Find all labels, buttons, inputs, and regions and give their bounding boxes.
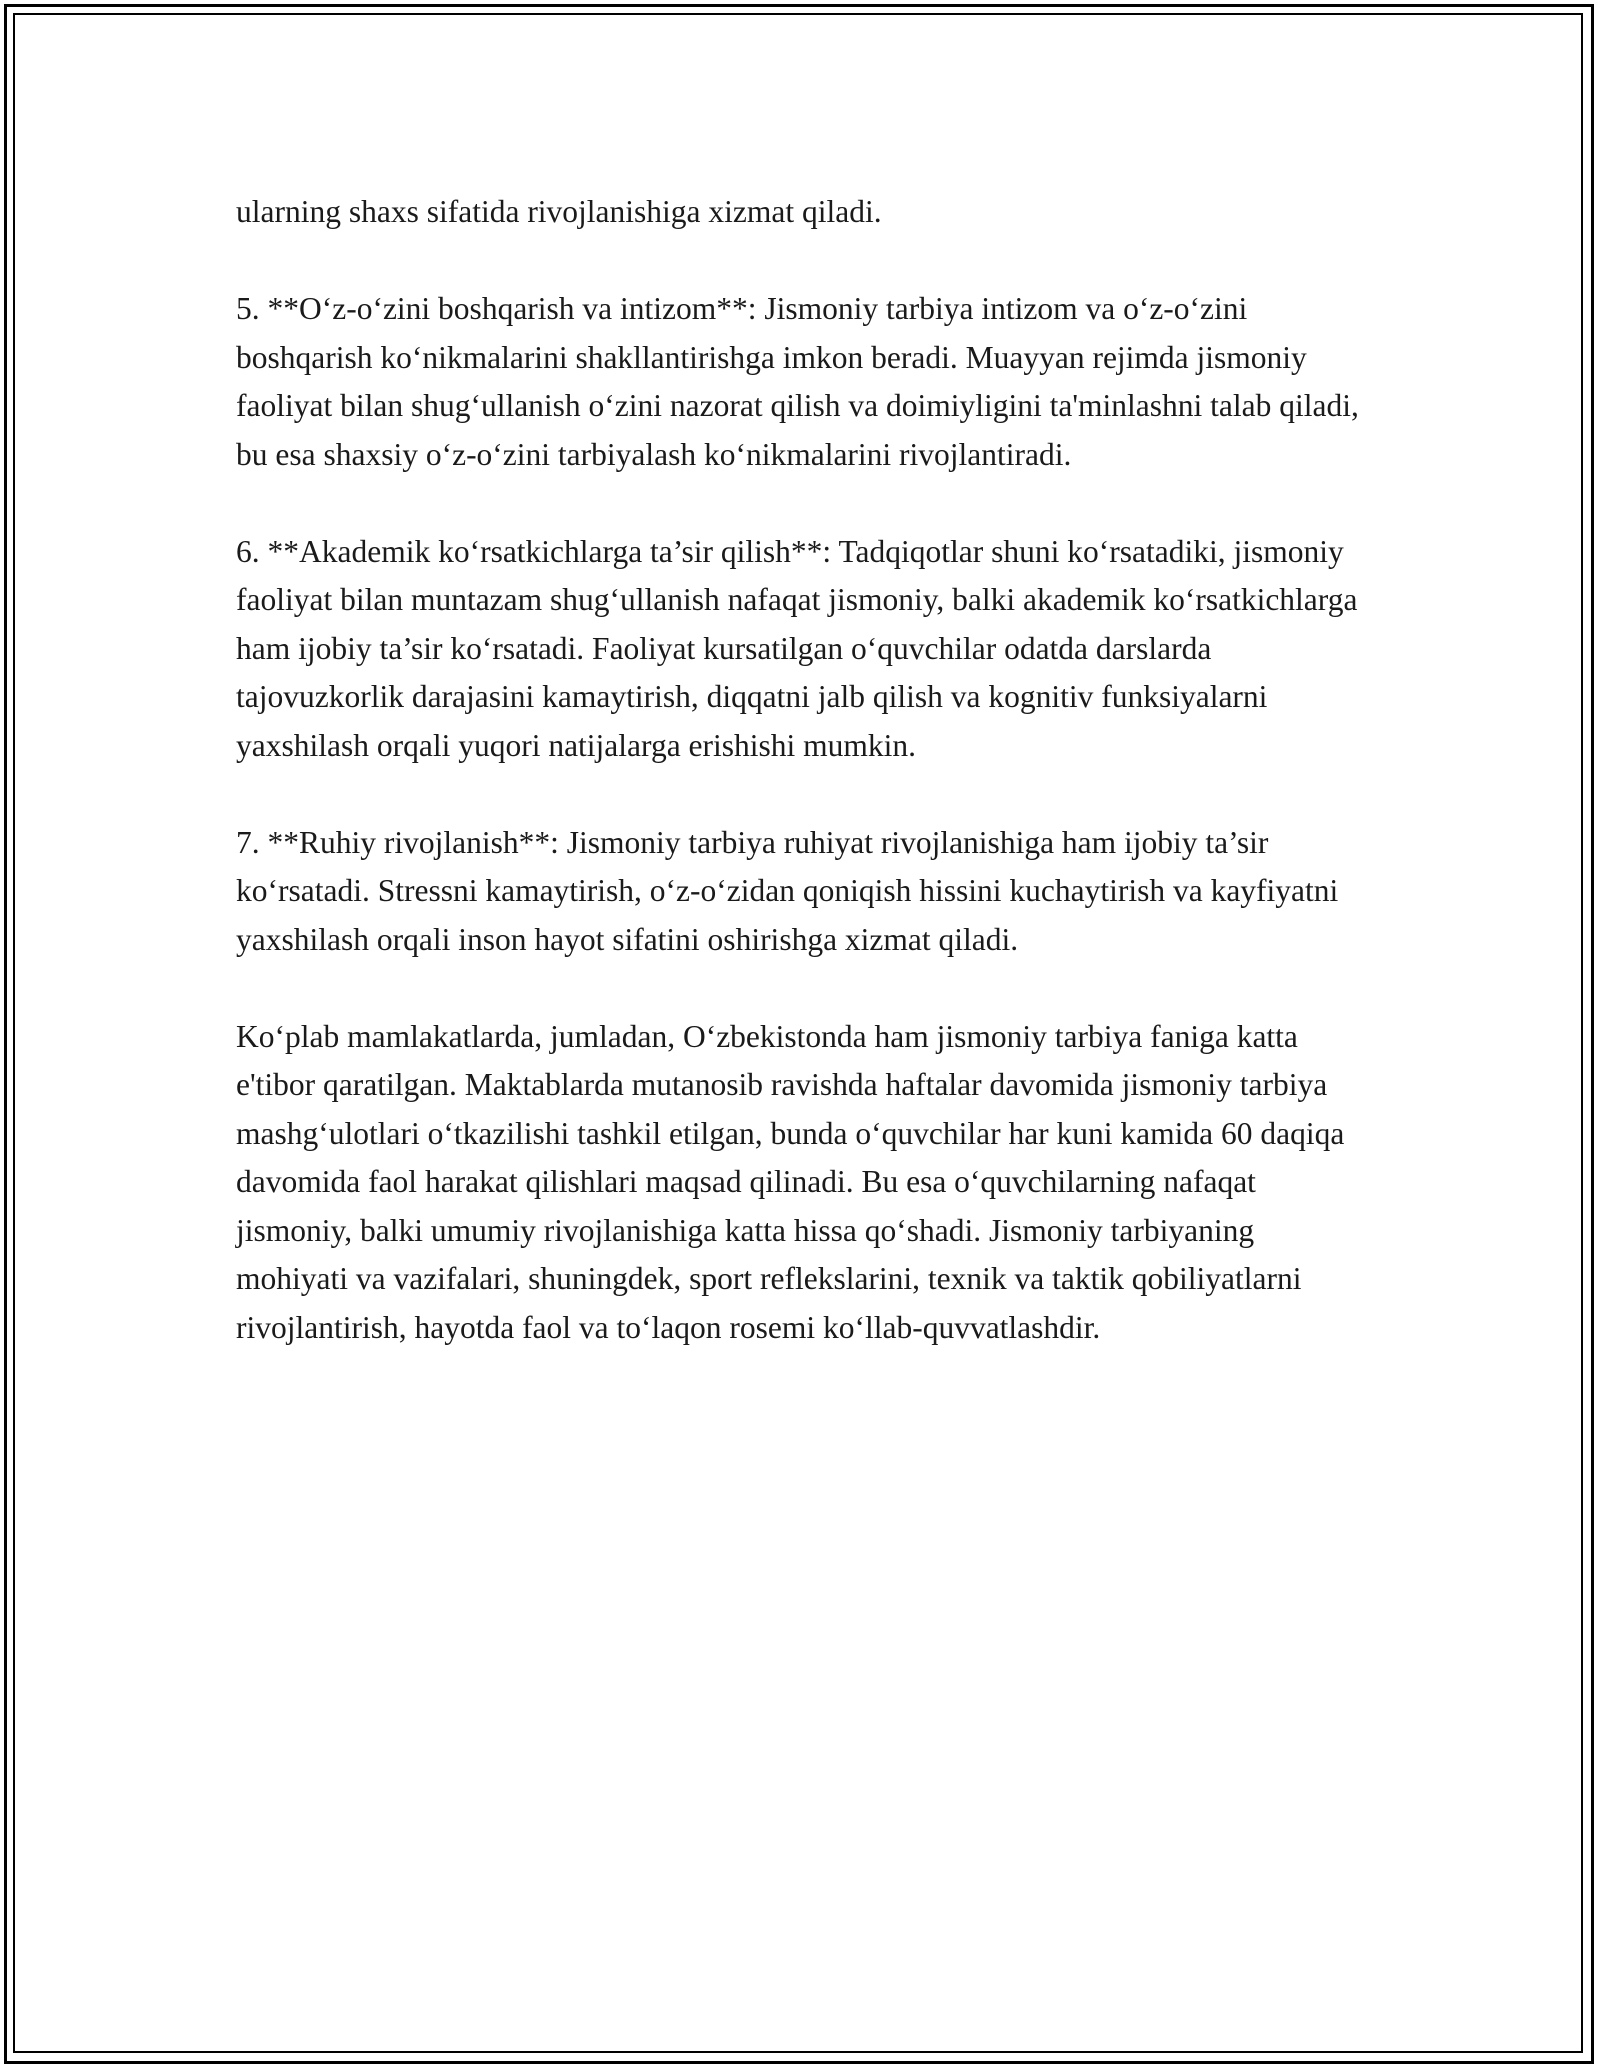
paragraph-item-5: 5. **O‘z-o‘zini boshqarish va intizom**: Jismoniy tarbiya intizom va o‘z-o‘zini boshqarish ko‘nikmalarini shakllantirishga imkon beradi. Muayyan rejimda jismoniy faoliyat bilan shug‘ullanish o‘zini nazorat qilish va doimiyligini ta'minlashni talab qiladi, bu esa shaxsiy o‘z-o‘zini tarbiyalash ko‘nikmalarini rivojlantiradi.: [236, 291, 1359, 472]
paragraph-conclusion: Ko‘plab mamlakatlarda, jumladan, O‘zbekistonda ham jismoniy tarbiya faniga katta e'tibor qaratilgan. Maktablarda mutanosib ravishda haftalar davomida jismoniy tarbiya mashg‘ulotlari o‘tkazilishi tashkil etilgan, bunda o‘quvchilar har kuni kamida 60 daqiqa davomida faol harakat qilishlari maqsad qilinadi. Bu esa o‘quvchilarning nafaqat jismoniy, balki umumiy rivojlanishiga katta hissa qo‘shadi. Jismoniy tarbiyaning mohiyati va vazifalari, shuningdek, sport reflekslarini, texnik va taktik qobiliyatlarni rivojlantirish, hayotda faol va to‘laqon rosemi ko‘llab-quvvatlashdir.: [236, 1018, 1345, 1345]
paragraph-item-7: 7. **Ruhiy rivojlanish**: Jismoniy tarbiya ruhiyat rivojlanishiga ham ijobiy ta’sir ko‘rsatadi. Stressni kamaytirish, o‘z-o‘zidan qoniqish hissini kuchaytirish va kayfiyatni yaxshilash orqali inson hayot sifatini oshirishga xizmat qiladi.: [236, 824, 1339, 957]
paragraph-item-6: 6. **Akademik ko‘rsatkichlarga ta’sir qilish**: Tadqiqotlar shuni ko‘rsatadiki, jismoniy faoliyat bilan muntazam shug‘ullanish nafaqat jismoniy, balki akademik ko‘rsatkichlarga ham ijobiy ta’sir ko‘rsatadi. Faoliyat kursatilgan o‘quvchilar odatda darslarda tajovuzkorlik darajasini kamaytirish, diqqatni jalb qilish va kognitiv funksiyalarni yaxshilash orqali yuqori natijalarga erishishi mumkin.: [236, 533, 1358, 763]
paragraph-continuation: ularning shaxs sifatida rivojlanishiga xizmat qiladi.: [236, 194, 882, 229]
document-body: [236, 188, 1366, 1401]
